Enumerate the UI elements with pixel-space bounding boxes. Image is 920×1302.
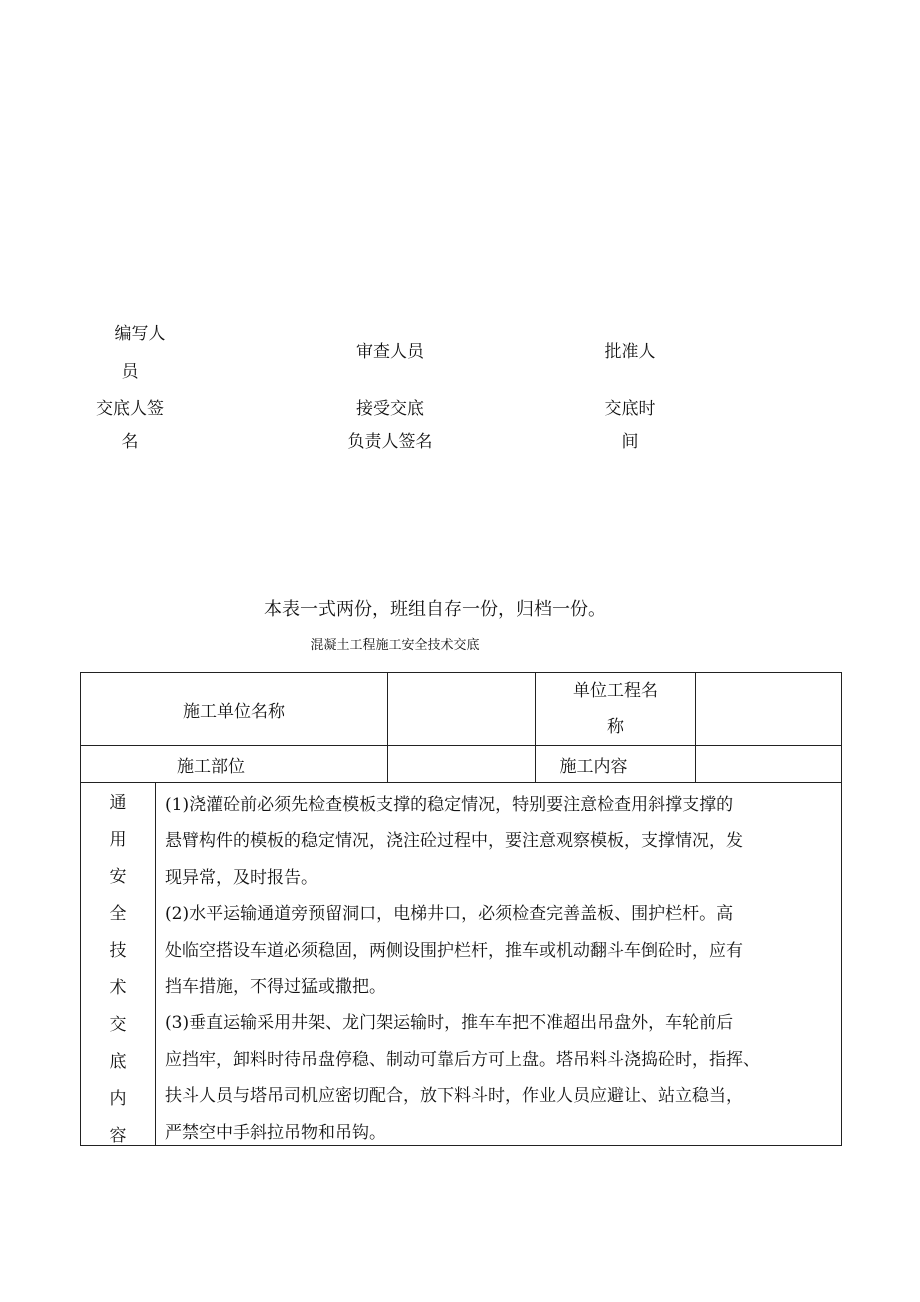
content-line: (3)垂直运输采用井架、龙门架运输时，推车车把不准超出吊盘外，车轮前后 bbox=[165, 1013, 734, 1034]
content-line: 严禁空中手斜拉吊物和吊钩。 bbox=[165, 1122, 386, 1143]
content-line: 挡车措施，不得过猛或撒把。 bbox=[165, 977, 386, 998]
side-label-char: 通 bbox=[109, 793, 127, 813]
work-content-value-cell[interactable] bbox=[696, 746, 841, 782]
location-label bbox=[81, 746, 341, 782]
location-label-text: 施工部位 bbox=[177, 756, 245, 777]
side-label-char: 技 bbox=[109, 941, 127, 961]
form-title: 混凝土工程施工安全技术交底 bbox=[310, 638, 480, 653]
copies-note: 本表一式两份，班组自存一份，归档一份。 bbox=[264, 599, 606, 620]
col-divider bbox=[155, 782, 156, 1145]
reviewer-label: 审查人员 bbox=[356, 342, 424, 362]
content-line: 现异常，及时报告。 bbox=[165, 867, 318, 888]
receiver-label-line2: 负责人签名 bbox=[347, 432, 433, 452]
content-line: (1)浇灌砼前必须先检查模板支撑的稳定情况，特别要注意检查用斜撑支撑的 bbox=[165, 795, 734, 815]
writer-label-line1: 编写人 bbox=[114, 324, 166, 344]
discloser-label-line2: 名 bbox=[121, 432, 139, 452]
unit-name-label bbox=[81, 673, 387, 745]
side-label-char: 底 bbox=[109, 1052, 127, 1072]
work-content-label-text: 施工内容 bbox=[559, 756, 628, 777]
general-safety-disclosure-label bbox=[81, 785, 155, 1155]
location-value-cell[interactable] bbox=[388, 746, 535, 782]
side-label-char: 安 bbox=[109, 867, 127, 887]
side-label-char: 内 bbox=[109, 1089, 127, 1109]
disclosure-content bbox=[165, 787, 831, 1151]
approver-label: 批准人 bbox=[604, 342, 656, 362]
project-name-label bbox=[536, 673, 695, 745]
writer-label-line2: 员 bbox=[121, 362, 139, 382]
time-label-line2: 间 bbox=[621, 432, 639, 452]
time-label-line1: 交底时 bbox=[604, 399, 656, 419]
side-label-char: 容 bbox=[109, 1126, 127, 1146]
discloser-label-line1: 交底人签 bbox=[96, 399, 164, 419]
content-line: 扶斗人员与塔吊司机应密切配合，放下料斗时，作业人员应避让、站立稳当， bbox=[165, 1086, 743, 1107]
work-content-label bbox=[536, 746, 651, 782]
project-name-value-cell[interactable] bbox=[696, 673, 841, 745]
row-divider bbox=[81, 782, 841, 783]
receiver-label-line1: 接受交底 bbox=[356, 399, 424, 419]
side-label-char: 交 bbox=[109, 1015, 127, 1035]
unit-name-value-cell[interactable] bbox=[388, 673, 535, 745]
unit-name-label-text: 施工单位名称 bbox=[183, 701, 285, 722]
side-label-char: 术 bbox=[109, 978, 127, 998]
side-label-char: 全 bbox=[109, 904, 127, 924]
content-line: 应挡牢，卸料时待吊盘停稳、制动可靠后方可上盘。塔吊料斗浇捣砼时，指挥、 bbox=[165, 1049, 760, 1070]
disclosure-table bbox=[80, 672, 842, 1146]
content-line: (2)水平运输通道旁预留洞口，电梯井口，必须检查完善盖板、围护栏杆。高 bbox=[165, 904, 734, 925]
side-label-char: 用 bbox=[109, 830, 127, 850]
project-name-label-line1: 单位工程名 bbox=[573, 681, 658, 701]
project-name-label-line2: 称 bbox=[607, 717, 624, 737]
content-line: 处临空搭设车道必须稳固，两侧设围护栏杆，推车或机动翻斗车倒砼时，应有 bbox=[165, 940, 743, 961]
content-line: 悬臂构件的模板的稳定情况，浇注砼过程中，要注意观察模板，支撑情况，发 bbox=[165, 831, 743, 852]
